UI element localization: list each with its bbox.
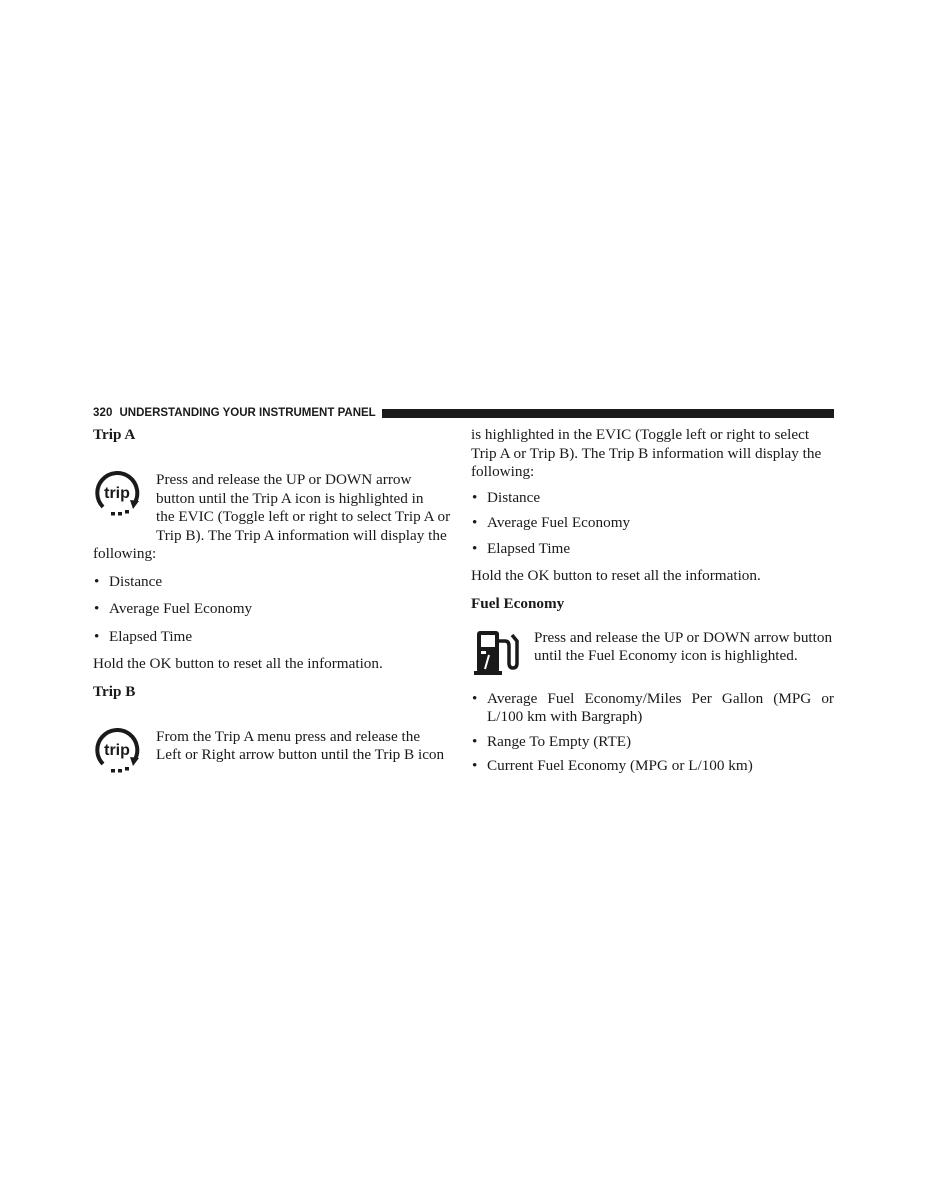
trip-b-cont-line-3: following: <box>471 463 535 480</box>
right-column <box>471 426 834 776</box>
trip-b-heading: Trip B <box>93 682 136 700</box>
fuel-economy-heading: Fuel Economy <box>471 594 565 612</box>
fuel-economy-list <box>471 690 834 776</box>
trip-a-line-2: button until the Trip A icon is highlighted in <box>156 489 424 507</box>
trip-a-line-tail: following: <box>93 545 157 562</box>
trip-b-list <box>471 489 834 559</box>
list-item: • Average Fuel Economy <box>471 514 834 533</box>
trip-b-line-2: Left or Right arrow button until the Trip B icon <box>156 746 445 763</box>
fuel-economy-line-2: until the Fuel Economy icon is highlighted. <box>534 647 798 664</box>
fuel-economy-block <box>471 629 834 677</box>
list-item: • Average Fuel Economy <box>93 600 456 619</box>
fuel-economy-line-1: Press and release the UP or DOWN arrow button <box>534 628 833 646</box>
trip-icon <box>93 725 142 774</box>
list-item: • Current Fuel Economy (MPG or L/100 km) <box>471 757 834 776</box>
trip-b-cont-line-2: Trip A or Trip B). The Trip B information will display the <box>471 444 822 462</box>
page-number: 320 <box>93 407 113 419</box>
list-item: • Range To Empty (RTE) <box>471 733 834 752</box>
fuel-pump-icon <box>471 627 519 677</box>
list-item: • Elapsed Time <box>93 628 456 647</box>
page-header <box>93 405 834 421</box>
trip-b-cont-line-1: is highlighted in the EVIC (Toggle left or right to select <box>471 426 810 443</box>
section-title: UNDERSTANDING YOUR INSTRUMENT PANEL <box>119 407 376 419</box>
trip-a-list <box>93 573 456 647</box>
trip-a-block <box>93 471 456 564</box>
svg-text:trip: trip <box>104 741 130 759</box>
list-item: • Distance <box>93 573 456 592</box>
svg-text:trip: trip <box>104 485 130 502</box>
list-item: • Distance <box>471 489 834 508</box>
trip-a-reset-text: Hold the OK button to reset all the information. <box>93 655 383 672</box>
trip-a-heading: Trip A <box>93 426 136 443</box>
trip-b-line-1: From the Trip A menu press and release the <box>156 727 421 745</box>
trip-a-line-3: the EVIC (Toggle left or right to select Trip A or <box>156 508 451 525</box>
list-item: • Average Fuel Economy/Miles Per Gallon (MPG or L/100 km with Bargraph) <box>471 690 834 727</box>
trip-a-line-1: Press and release the UP or DOWN arrow <box>156 471 412 488</box>
header-rule <box>382 409 834 418</box>
left-column <box>93 426 456 765</box>
trip-a-line-4: Trip B). The Trip A information will display the <box>156 526 447 544</box>
list-item: • Elapsed Time <box>471 540 834 559</box>
trip-b-reset-text: Hold the OK button to reset all the information. <box>471 567 761 584</box>
trip-b-block <box>93 728 456 765</box>
trip-icon <box>93 468 142 517</box>
